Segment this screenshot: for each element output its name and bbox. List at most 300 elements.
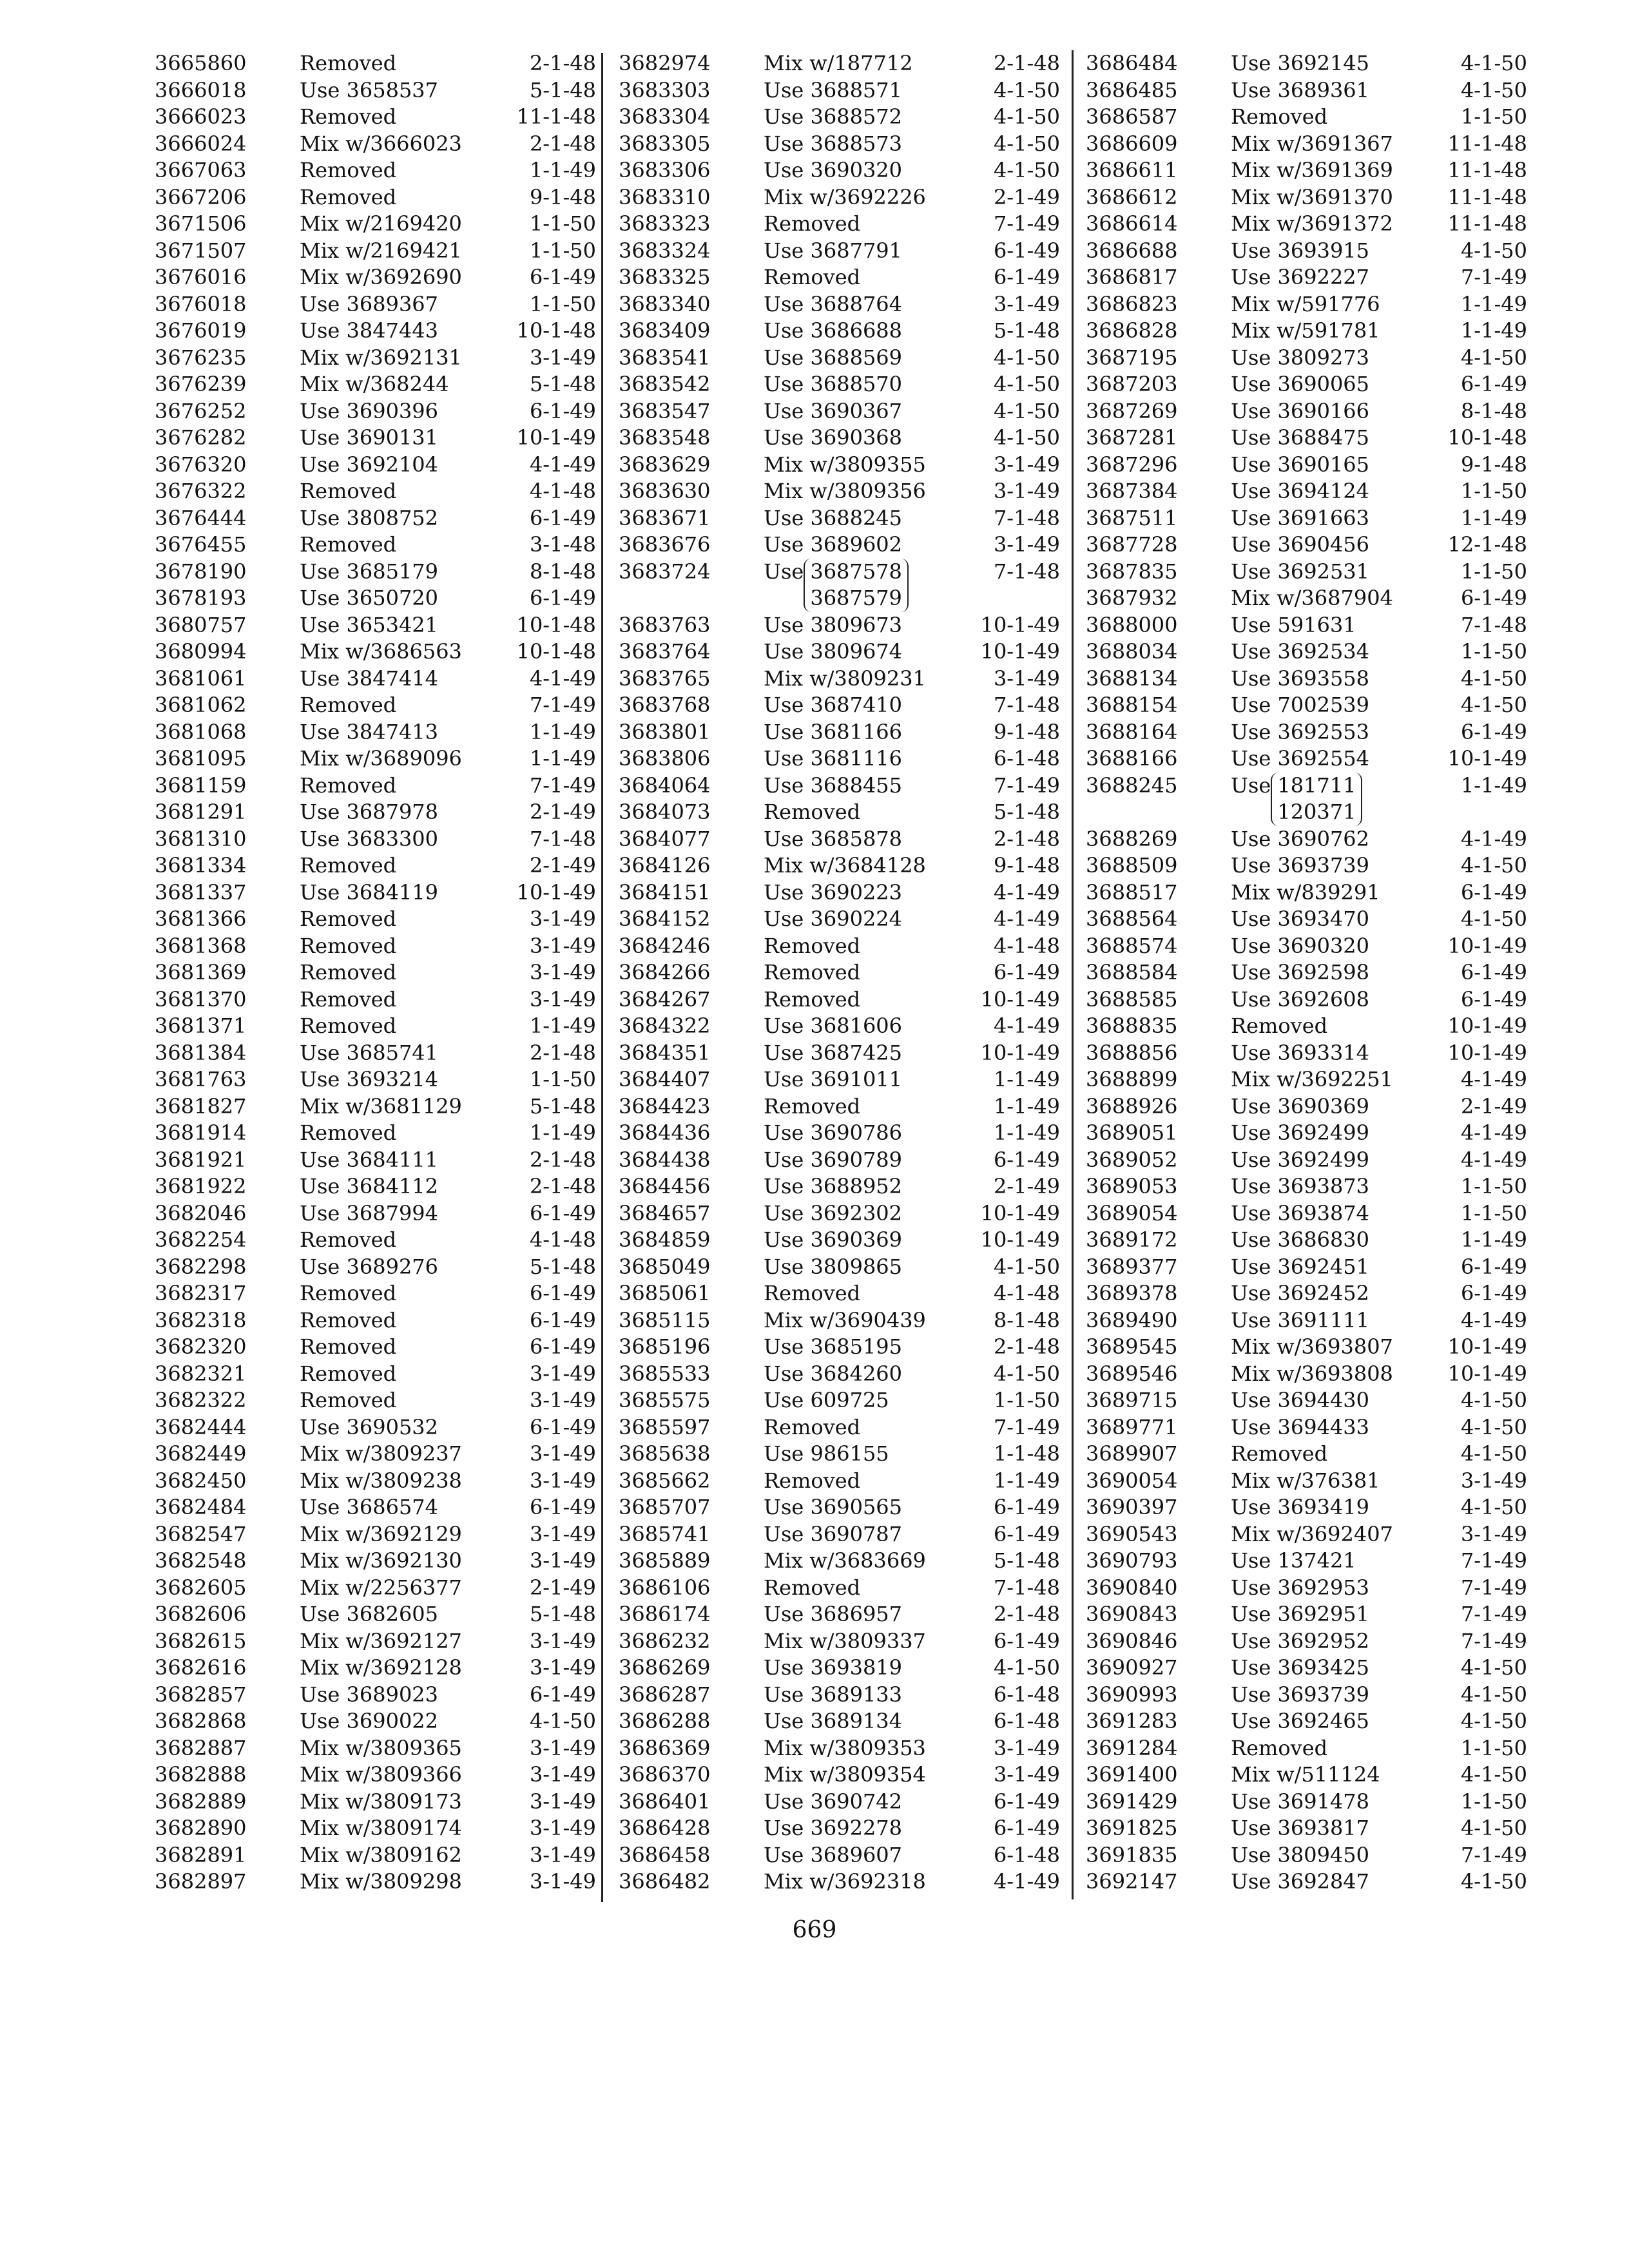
- action: Use 3688952: [764, 1174, 903, 1198]
- action: Mix w/368244: [300, 372, 449, 396]
- table-row: [1086, 131, 1530, 158]
- action: Removed: [1231, 1735, 1328, 1760]
- part-number: 3681366: [155, 907, 247, 931]
- action: Use 3692554: [1231, 746, 1370, 771]
- effective-date: 4-1-50: [1460, 1816, 1527, 1840]
- effective-date: 5-1-48: [529, 1602, 596, 1626]
- effective-date: 1-1-50: [1460, 1200, 1527, 1225]
- effective-date: 7-1-48: [1460, 612, 1527, 637]
- part-number: 3671506: [155, 211, 247, 236]
- effective-date: 3-1-49: [529, 1388, 596, 1412]
- table-row: [619, 1468, 1063, 1495]
- table-row: [619, 157, 1063, 184]
- table-row: [619, 799, 1063, 826]
- column-1: [155, 50, 599, 1896]
- part-number: 3682889: [155, 1789, 247, 1814]
- action: Use 3690369: [764, 1227, 903, 1252]
- action: Use 3650720: [300, 586, 439, 610]
- effective-date: 4-1-48: [993, 933, 1060, 958]
- action: Use 3687425: [764, 1040, 903, 1065]
- part-number: 3683304: [619, 104, 711, 129]
- table-row: [155, 906, 599, 933]
- effective-date: 5-1-48: [529, 77, 596, 102]
- part-number: 3683303: [619, 77, 711, 102]
- part-number: 3689907: [1086, 1441, 1178, 1466]
- part-number: 3666023: [155, 104, 247, 129]
- action: Removed: [764, 1575, 861, 1600]
- action: Use 3688572: [764, 104, 903, 129]
- table-row: [155, 398, 599, 425]
- action: Use 3692531: [1231, 559, 1370, 584]
- part-number: 3682046: [155, 1200, 247, 1225]
- action: Removed: [1231, 1014, 1328, 1038]
- table-row: [155, 1655, 599, 1682]
- effective-date: 7-1-49: [1460, 265, 1527, 289]
- effective-date: 1-1-50: [1460, 104, 1527, 129]
- table-row: [619, 1655, 1063, 1682]
- effective-date: 3-1-49: [529, 1655, 596, 1680]
- action: Use 3690223: [764, 879, 903, 905]
- effective-date: 9-1-48: [1460, 452, 1527, 477]
- part-number: 3682616: [155, 1655, 247, 1680]
- action: Mix w/3691372: [1231, 211, 1393, 236]
- action: Mix w/3681129: [300, 1093, 462, 1119]
- action: Removed: [300, 773, 397, 798]
- part-number: 3684859: [619, 1227, 711, 1252]
- effective-date: 3-1-49: [529, 1628, 596, 1653]
- table-row: [155, 959, 599, 986]
- part-number: 3684246: [619, 933, 711, 958]
- action: Mix w/3689096: [300, 746, 462, 771]
- effective-date: 2-1-49: [1460, 1093, 1527, 1119]
- effective-date: 1-1-49: [529, 1120, 596, 1145]
- table-row: [1086, 398, 1530, 425]
- table-row: [155, 1815, 599, 1842]
- part-number: 3686823: [1086, 291, 1178, 316]
- action: Mix w/3692690: [300, 265, 462, 289]
- effective-date: 7-1-49: [993, 1414, 1060, 1439]
- effective-date: 4-1-50: [529, 1709, 596, 1733]
- action: Removed: [300, 693, 397, 717]
- action: Use 3847443: [300, 318, 439, 343]
- action: Mix w/3809173: [300, 1789, 462, 1814]
- part-number: 3684423: [619, 1093, 711, 1119]
- action: Use 3689361: [1231, 77, 1370, 102]
- action: Removed: [764, 1281, 861, 1305]
- table-row: [155, 1093, 599, 1120]
- table-row: [155, 157, 599, 184]
- part-number: 3689545: [1086, 1334, 1178, 1359]
- table-row: [619, 879, 1063, 907]
- table-row: [619, 318, 1063, 345]
- effective-date: 2-1-49: [529, 1575, 596, 1600]
- action: Use 3681116: [764, 746, 903, 771]
- table-row: [619, 77, 1063, 104]
- action: Mix w/3692127: [300, 1628, 462, 1653]
- part-number: 3688509: [1086, 853, 1178, 878]
- action: Removed: [300, 1120, 397, 1145]
- table-row: [155, 532, 599, 559]
- part-number: 3682318: [155, 1307, 247, 1332]
- table-row: [619, 1334, 1063, 1361]
- action: Use 3693470: [1231, 907, 1370, 931]
- part-number: 3686609: [1086, 131, 1178, 156]
- table-row: [155, 719, 599, 746]
- effective-date: 4-1-49: [993, 907, 1060, 931]
- effective-date: 6-1-49: [993, 265, 1060, 289]
- effective-date: 4-1-49: [529, 666, 596, 691]
- table-row: [619, 104, 1063, 131]
- effective-date: 3-1-49: [993, 666, 1060, 691]
- table-row: [155, 1013, 599, 1040]
- table-row: [155, 318, 599, 345]
- effective-date: 7-1-49: [993, 211, 1060, 236]
- action: Removed: [764, 960, 861, 985]
- table-row: [619, 1066, 1063, 1093]
- table-row: [1086, 345, 1530, 372]
- effective-date: 7-1-48: [993, 693, 1060, 717]
- part-number: 3688154: [1086, 693, 1178, 717]
- effective-date: 3-1-49: [529, 907, 596, 931]
- effective-date: 10-1-49: [1447, 1014, 1527, 1038]
- part-number: 3683765: [619, 666, 711, 691]
- table-row: [1086, 1200, 1530, 1227]
- action: Use 3692847: [1231, 1869, 1370, 1894]
- column-3: [1086, 50, 1530, 1896]
- effective-date: 6-1-49: [529, 1682, 596, 1707]
- table-row: [155, 1227, 599, 1254]
- part-number: 3690543: [1086, 1521, 1178, 1546]
- part-number: 3676016: [155, 265, 247, 289]
- effective-date: 1-1-50: [1460, 1789, 1527, 1814]
- action: Removed: [300, 1227, 397, 1252]
- action: Use 3691478: [1231, 1789, 1370, 1814]
- action: Use 3689023: [300, 1682, 439, 1707]
- part-number: 3688000: [1086, 612, 1178, 637]
- part-number: 3686369: [619, 1735, 711, 1760]
- table-row: [619, 50, 1063, 77]
- effective-date: 6-1-49: [993, 1495, 1060, 1519]
- table-row: [619, 532, 1063, 559]
- action: Mix w/3692130: [300, 1548, 462, 1573]
- table-row: [1086, 933, 1530, 960]
- part-number: 3688034: [1086, 639, 1178, 664]
- effective-date: 10-1-49: [1447, 1040, 1527, 1065]
- part-number: 3691835: [1086, 1842, 1178, 1867]
- effective-date: 6-1-48: [993, 746, 1060, 771]
- part-number: 3681291: [155, 800, 247, 824]
- action: Removed: [764, 1468, 861, 1493]
- table-row: [619, 612, 1063, 639]
- effective-date: 10-1-49: [980, 639, 1060, 664]
- table-row: [619, 1254, 1063, 1281]
- table-row: [155, 1601, 599, 1628]
- effective-date: 6-1-49: [1460, 1254, 1527, 1279]
- table-row: [155, 1869, 599, 1896]
- effective-date: 4-1-50: [1460, 666, 1527, 691]
- action: Use 3690166: [1231, 398, 1370, 423]
- part-number: 3678190: [155, 559, 247, 584]
- column-2: [619, 50, 1063, 1896]
- table-row: [155, 1361, 599, 1388]
- action: Removed: [764, 211, 861, 236]
- effective-date: 3-1-48: [529, 532, 596, 557]
- part-number: 3682450: [155, 1468, 247, 1493]
- effective-date: 6-1-49: [1460, 586, 1527, 610]
- action: Mix w/591781: [1231, 318, 1380, 343]
- part-number: 3685196: [619, 1334, 711, 1359]
- action: Use 3692104: [300, 452, 439, 477]
- part-number: 3682897: [155, 1869, 247, 1894]
- part-number: 3686817: [1086, 265, 1178, 289]
- part-number: 3682857: [155, 1682, 247, 1707]
- part-number: 3685061: [619, 1281, 711, 1305]
- table-row: [619, 745, 1063, 773]
- table-row: [1086, 1575, 1530, 1602]
- table-row: [1086, 1013, 1530, 1040]
- effective-date: 2-1-48: [993, 1334, 1060, 1359]
- table-row: [155, 826, 599, 853]
- action: Use 3694124: [1231, 479, 1370, 503]
- action: Use 3681166: [764, 719, 903, 744]
- action: Mix w/3692407: [1231, 1521, 1393, 1546]
- effective-date: 12-1-48: [1447, 532, 1527, 557]
- effective-date: 4-1-50: [1460, 1762, 1527, 1787]
- part-number: 3681914: [155, 1120, 247, 1145]
- action: Mix w/3686563: [300, 639, 462, 664]
- table-row: [155, 1254, 599, 1281]
- table-row: [1086, 1066, 1530, 1093]
- part-number: 3686269: [619, 1655, 711, 1680]
- effective-date: 6-1-49: [529, 1334, 596, 1359]
- table-row: [619, 1120, 1063, 1147]
- effective-date: 4-1-50: [1460, 1869, 1527, 1894]
- effective-date: 3-1-49: [529, 1735, 596, 1760]
- effective-date: 7-1-49: [529, 693, 596, 717]
- effective-date: 10-1-48: [1447, 425, 1527, 450]
- action: Use 3692452: [1231, 1281, 1370, 1305]
- action: Use 3658537: [300, 77, 439, 102]
- action: Use 3685179: [300, 559, 439, 584]
- part-number: 3688585: [1086, 986, 1178, 1012]
- effective-date: 6-1-49: [529, 1495, 596, 1519]
- action: Removed: [300, 1281, 397, 1305]
- part-number: 3689052: [1086, 1147, 1178, 1172]
- effective-date: 7-1-49: [1460, 1842, 1527, 1867]
- alternate-parts-brace: [804, 559, 909, 612]
- part-number: 3676444: [155, 505, 247, 530]
- table-row: [155, 585, 599, 612]
- effective-date: 6-1-49: [529, 1200, 596, 1225]
- part-number: 3683306: [619, 158, 711, 182]
- effective-date: 11-1-48: [1447, 158, 1527, 182]
- part-number: 3676320: [155, 452, 247, 477]
- part-number: 3667206: [155, 184, 247, 209]
- table-row: [1086, 1387, 1530, 1414]
- part-number: 3681827: [155, 1093, 247, 1119]
- part-number: 3671507: [155, 238, 247, 263]
- table-row: [1086, 1869, 1530, 1896]
- part-number: 3689377: [1086, 1254, 1178, 1279]
- part-number: 3688517: [1086, 879, 1178, 905]
- effective-date: 9-1-48: [993, 853, 1060, 878]
- effective-date: 6-1-49: [993, 960, 1060, 985]
- table-row: [155, 1468, 599, 1495]
- table-row: [155, 345, 599, 372]
- table-row: [619, 986, 1063, 1014]
- effective-date: 4-1-49: [529, 452, 596, 477]
- action: Use 3686957: [764, 1602, 903, 1626]
- effective-date: 6-1-49: [529, 1414, 596, 1439]
- action: Mix w/2256377: [300, 1575, 462, 1600]
- effective-date: 4-1-49: [993, 1014, 1060, 1038]
- action: Use 3693425: [1231, 1655, 1370, 1680]
- table-row: [155, 291, 599, 318]
- effective-date: 6-1-49: [529, 1307, 596, 1332]
- action: Use 986155: [764, 1441, 889, 1466]
- part-number: 3688899: [1086, 1067, 1178, 1091]
- part-number: 3688166: [1086, 746, 1178, 771]
- action: Use 3685741: [300, 1040, 439, 1065]
- effective-date: 1-1-49: [993, 1067, 1060, 1091]
- table-row: [1086, 1441, 1530, 1468]
- effective-date: 10-1-48: [516, 318, 596, 343]
- effective-date: 7-1-49: [993, 773, 1060, 798]
- part-number: 3687281: [1086, 425, 1178, 450]
- action: Use 3809673: [764, 612, 903, 637]
- part-number: 3689053: [1086, 1174, 1178, 1198]
- table-row: [619, 1869, 1063, 1896]
- action: Use 3691111: [1231, 1307, 1370, 1332]
- alternate-part-number: 3687578: [810, 559, 902, 584]
- effective-date: 1-1-50: [529, 291, 596, 316]
- part-number: 3683547: [619, 398, 711, 423]
- part-number: 3683310: [619, 184, 711, 209]
- effective-date: 6-1-49: [993, 1816, 1060, 1840]
- action: Mix w/591776: [1231, 291, 1380, 316]
- effective-date: 4-1-50: [993, 425, 1060, 450]
- part-number: 3684151: [619, 879, 711, 905]
- replacement-group: [1231, 773, 1437, 826]
- action: Removed: [300, 960, 397, 985]
- table-row: [619, 131, 1063, 158]
- effective-date: 3-1-49: [529, 1468, 596, 1493]
- part-number: 3687728: [1086, 532, 1178, 557]
- part-number: 3686370: [619, 1762, 711, 1787]
- effective-date: 3-1-49: [529, 1816, 596, 1840]
- effective-date: 2-1-49: [529, 853, 596, 878]
- part-number: 3678193: [155, 586, 247, 610]
- part-number: 3688164: [1086, 719, 1178, 744]
- effective-date: 6-1-49: [1460, 1281, 1527, 1305]
- effective-date: 3-1-49: [529, 1548, 596, 1573]
- table-row: [619, 238, 1063, 265]
- table-row: [619, 666, 1063, 693]
- table-row: [619, 211, 1063, 238]
- action: Use 3692499: [1231, 1120, 1370, 1145]
- part-number: 3684267: [619, 986, 711, 1012]
- table-row: [155, 773, 599, 800]
- action: Removed: [300, 104, 397, 129]
- effective-date: 4-1-50: [1460, 1655, 1527, 1680]
- part-number: 3686458: [619, 1842, 711, 1867]
- part-number: 3676019: [155, 318, 247, 343]
- table-row: [155, 1307, 599, 1334]
- action: Use 3688455: [764, 773, 903, 798]
- part-number: 3683764: [619, 639, 711, 664]
- part-number: 3676455: [155, 532, 247, 557]
- action: Use 3687410: [764, 693, 903, 717]
- action: Mix w/3690439: [764, 1307, 926, 1332]
- effective-date: 7-1-49: [529, 773, 596, 798]
- table-row: [1086, 1548, 1530, 1575]
- table-row: [619, 1387, 1063, 1414]
- effective-date: 10-1-48: [516, 612, 596, 637]
- table-row: [1086, 264, 1530, 291]
- action: Use 3809865: [764, 1254, 903, 1279]
- effective-date: 3-1-49: [529, 1842, 596, 1867]
- effective-date: 7-1-48: [993, 1575, 1060, 1600]
- table-row: [1086, 1093, 1530, 1120]
- part-number: 3688584: [1086, 960, 1178, 985]
- part-number: 3682484: [155, 1495, 247, 1519]
- effective-date: 3-1-49: [529, 960, 596, 985]
- part-number: 3685115: [619, 1307, 711, 1332]
- table-row: [155, 1147, 599, 1174]
- table-row: [1086, 211, 1530, 238]
- part-number: 3684322: [619, 1014, 711, 1038]
- effective-date: 4-1-50: [1460, 693, 1527, 717]
- action: Mix w/3809353: [764, 1735, 926, 1760]
- table-row: [1086, 1173, 1530, 1200]
- effective-date: 3-1-49: [529, 933, 596, 958]
- effective-date: 9-1-48: [529, 184, 596, 209]
- effective-date: 3-1-49: [993, 532, 1060, 557]
- action: Use 3693819: [764, 1655, 903, 1680]
- part-number: 3666024: [155, 131, 247, 156]
- part-number: 3691825: [1086, 1816, 1178, 1840]
- effective-date: 3-1-49: [993, 479, 1060, 503]
- table-row: [619, 1494, 1063, 1521]
- effective-date: 10-1-49: [1447, 1361, 1527, 1386]
- table-row: [1086, 852, 1530, 879]
- part-number: 3681369: [155, 960, 247, 985]
- part-number: 3683763: [619, 612, 711, 637]
- effective-date: 1-1-50: [529, 238, 596, 263]
- action: Mix w/3809354: [764, 1762, 926, 1787]
- action: Removed: [764, 800, 861, 824]
- effective-date: 4-1-50: [1460, 1495, 1527, 1519]
- action: Use 3690565: [764, 1495, 903, 1519]
- action: Mix w/3692226: [764, 184, 926, 209]
- effective-date: 1-1-50: [1460, 1735, 1527, 1760]
- action: Use 3692953: [1231, 1575, 1370, 1600]
- table-row: [155, 666, 599, 693]
- action: Removed: [764, 986, 861, 1012]
- effective-date: 1-1-49: [1460, 291, 1527, 316]
- table-row: [1086, 478, 1530, 505]
- effective-date: 2-1-48: [529, 1147, 596, 1172]
- table-row: [619, 1040, 1063, 1067]
- action: Mix w/3691369: [1231, 158, 1393, 182]
- part-number: 3683806: [619, 746, 711, 771]
- effective-date: 3-1-49: [993, 1735, 1060, 1760]
- part-number: 3687511: [1086, 505, 1178, 530]
- table-row: [619, 1682, 1063, 1709]
- part-number: 3682320: [155, 1334, 247, 1359]
- part-number: 3690397: [1086, 1495, 1178, 1519]
- table-row: [619, 1601, 1063, 1628]
